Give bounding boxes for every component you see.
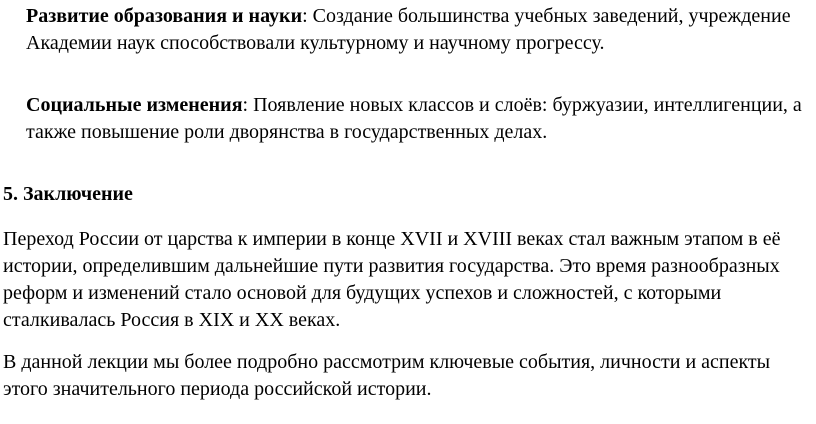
- section-heading: 5. Заключение: [3, 183, 133, 205]
- paragraph-conclusion: Переход России от царства к империи в конце XVII и XVIII веках стал важным этапом в её истории, определившим дальнейшие пути развития государства. Это время разнообразных реформ и изменений стало основой для будущих успехов и сложностей, с которыми сталкивалась Россия в XIX и XX веках.: [3, 228, 781, 331]
- list-item-term: Развитие образования и науки: [26, 5, 303, 27]
- paragraph-lecture-intro: В данной лекции мы более подробно рассмотрим ключевые события, личности и аспекты этого значительного периода российской истории.: [3, 351, 771, 400]
- list-item-education: [26, 3, 806, 57]
- list-item-text: : Появление новых классов и слоёв: буржуазии, интеллигенции, а также повышение роли дворянства в государственных делах.: [26, 94, 802, 143]
- list-item-social: [26, 92, 806, 146]
- list-item-term: Социальные изменения: [26, 94, 243, 116]
- list-item-text: : Создание большинства учебных заведений, учреждение Академии наук способствовали культурному и научному прогрессу.: [26, 5, 791, 54]
